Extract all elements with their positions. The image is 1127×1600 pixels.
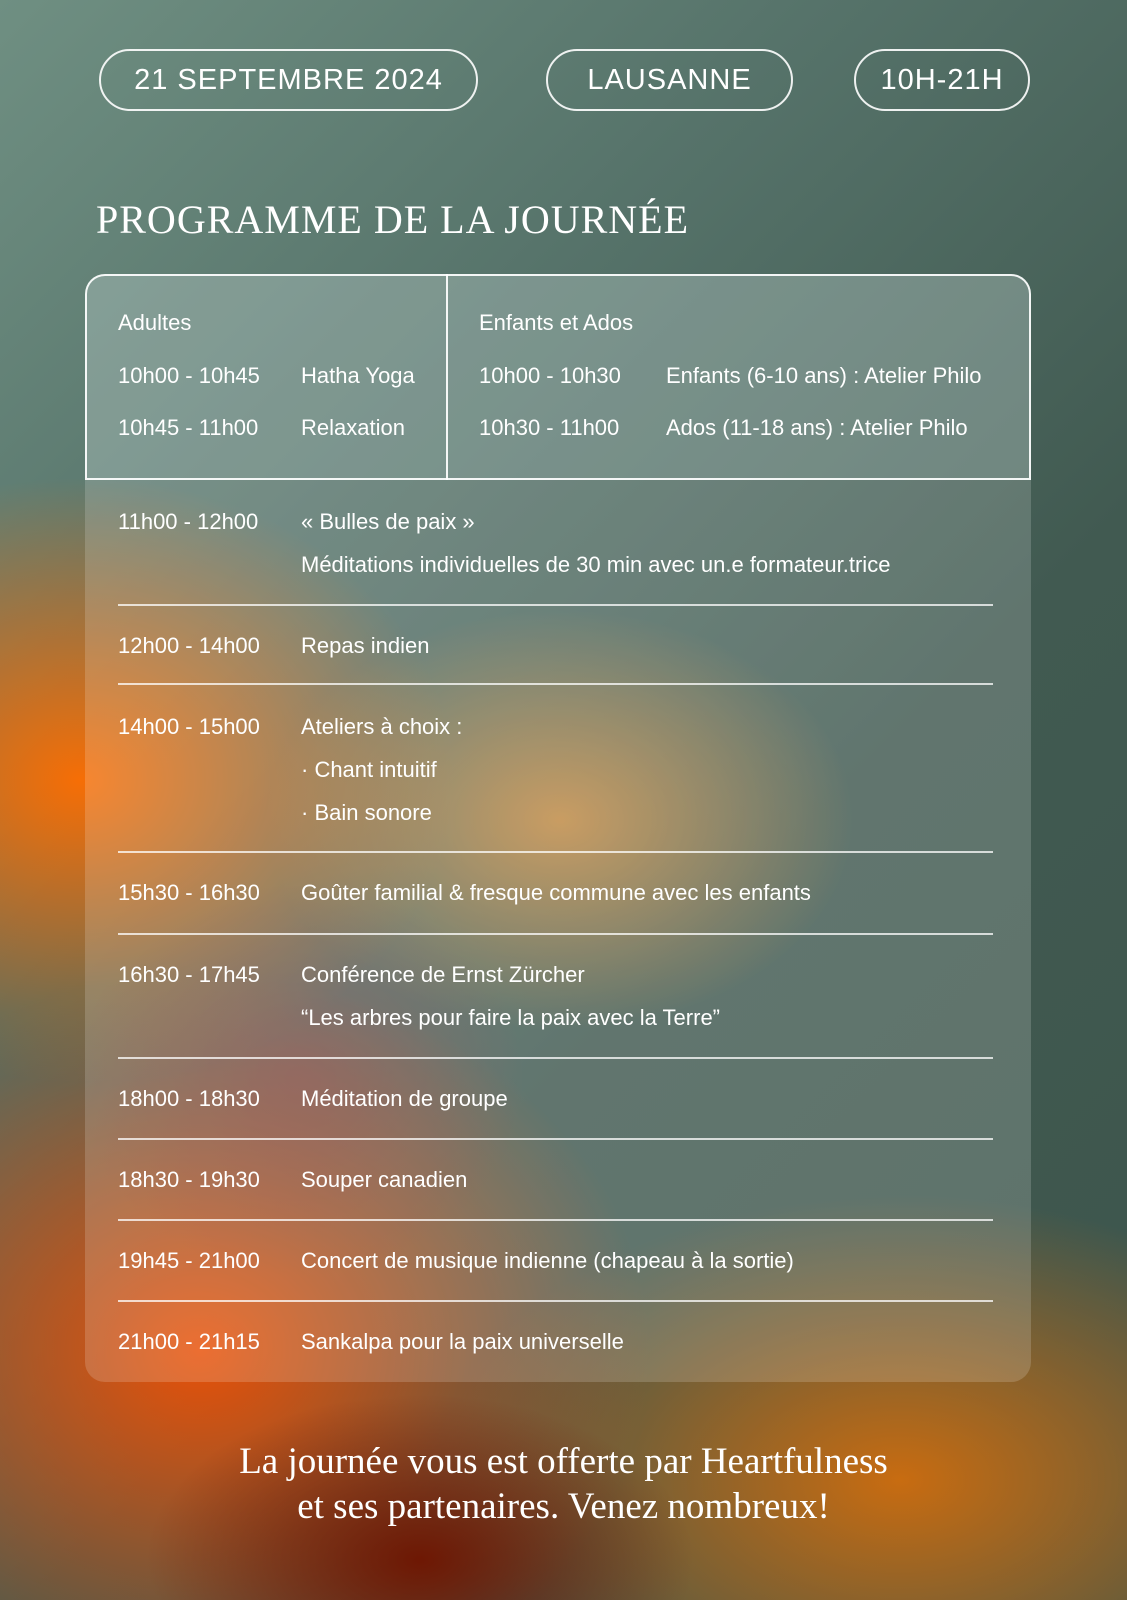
schedule-time: 18h00 - 18h30 xyxy=(118,1086,260,1111)
row-divider xyxy=(118,683,993,685)
city-text: LAUSANNE xyxy=(587,63,752,96)
adults-time: 10h45 - 11h00 xyxy=(118,415,259,440)
adults-time: 10h00 - 10h45 xyxy=(118,363,260,388)
row-divider xyxy=(118,604,993,606)
hours-text: 10H-21H xyxy=(880,63,1004,96)
row-divider xyxy=(118,851,993,853)
date-text: 21 SEPTEMBRE 2024 xyxy=(134,63,443,96)
schedule-activity: Sankalpa pour la paix universelle xyxy=(301,1329,624,1354)
schedule-time: 11h00 - 12h00 xyxy=(118,509,259,534)
schedule-activity-detail: Méditations individuelles de 30 min avec un.e formateur.trice xyxy=(301,552,891,577)
row-divider xyxy=(118,1300,993,1302)
schedule-time: 12h00 - 14h00 xyxy=(118,633,260,658)
kids-activity: Ados (11-18 ans) : Atelier Philo xyxy=(666,415,968,440)
kids-time: 10h30 - 11h00 xyxy=(479,415,620,440)
schedule-activity: Concert de musique indienne (chapeau à la sortie) xyxy=(301,1248,794,1273)
schedule-activity: Méditation de groupe xyxy=(301,1086,508,1111)
kids-activity: Enfants (6-10 ans) : Atelier Philo xyxy=(666,363,982,388)
schedule-time: 14h00 - 15h00 xyxy=(118,714,260,739)
adults-activity: Hatha Yoga xyxy=(301,363,415,388)
schedule-time: 18h30 - 19h30 xyxy=(118,1167,260,1192)
adults-heading: Adultes xyxy=(118,310,192,335)
schedule-time: 16h30 - 17h45 xyxy=(118,962,260,987)
row-divider xyxy=(118,933,993,935)
schedule-activity: « Bulles de paix » xyxy=(301,509,475,534)
schedule-time: 19h45 - 21h00 xyxy=(118,1248,260,1273)
schedule-activity-detail: “Les arbres pour faire la paix avec la Terre” xyxy=(301,1005,721,1030)
kids-heading: Enfants et Ados xyxy=(479,310,634,335)
row-divider xyxy=(118,1138,993,1140)
adults-activity: Relaxation xyxy=(301,415,405,440)
schedule-activity: Goûter familial & fresque commune avec les enfants xyxy=(301,880,811,905)
footer-line-2: et ses partenaires. Venez nombreux! xyxy=(297,1486,830,1527)
schedule-activity: Repas indien xyxy=(301,633,430,658)
kids-time: 10h00 - 10h30 xyxy=(479,363,621,388)
column-divider xyxy=(446,274,448,480)
schedule-activity-detail: · Bain sonore xyxy=(301,800,432,825)
date-badge xyxy=(99,49,478,111)
page-title: PROGRAMME DE LA JOURNÉE xyxy=(96,197,690,242)
row-divider xyxy=(118,1219,993,1221)
schedule-activity-detail: · Chant intuitif xyxy=(301,757,437,782)
row-divider xyxy=(118,1057,993,1059)
hours-badge xyxy=(854,49,1030,111)
schedule-activity: Conférence de Ernst Zürcher xyxy=(301,962,585,987)
city-badge xyxy=(546,49,793,111)
schedule-activity: Souper canadien xyxy=(301,1167,468,1192)
schedule-time: 21h00 - 21h15 xyxy=(118,1329,260,1354)
schedule-time: 15h30 - 16h30 xyxy=(118,880,260,905)
schedule-activity: Ateliers à choix : xyxy=(301,714,463,739)
footer-line-1: La journée vous est offerte par Heartfulness xyxy=(239,1441,888,1482)
